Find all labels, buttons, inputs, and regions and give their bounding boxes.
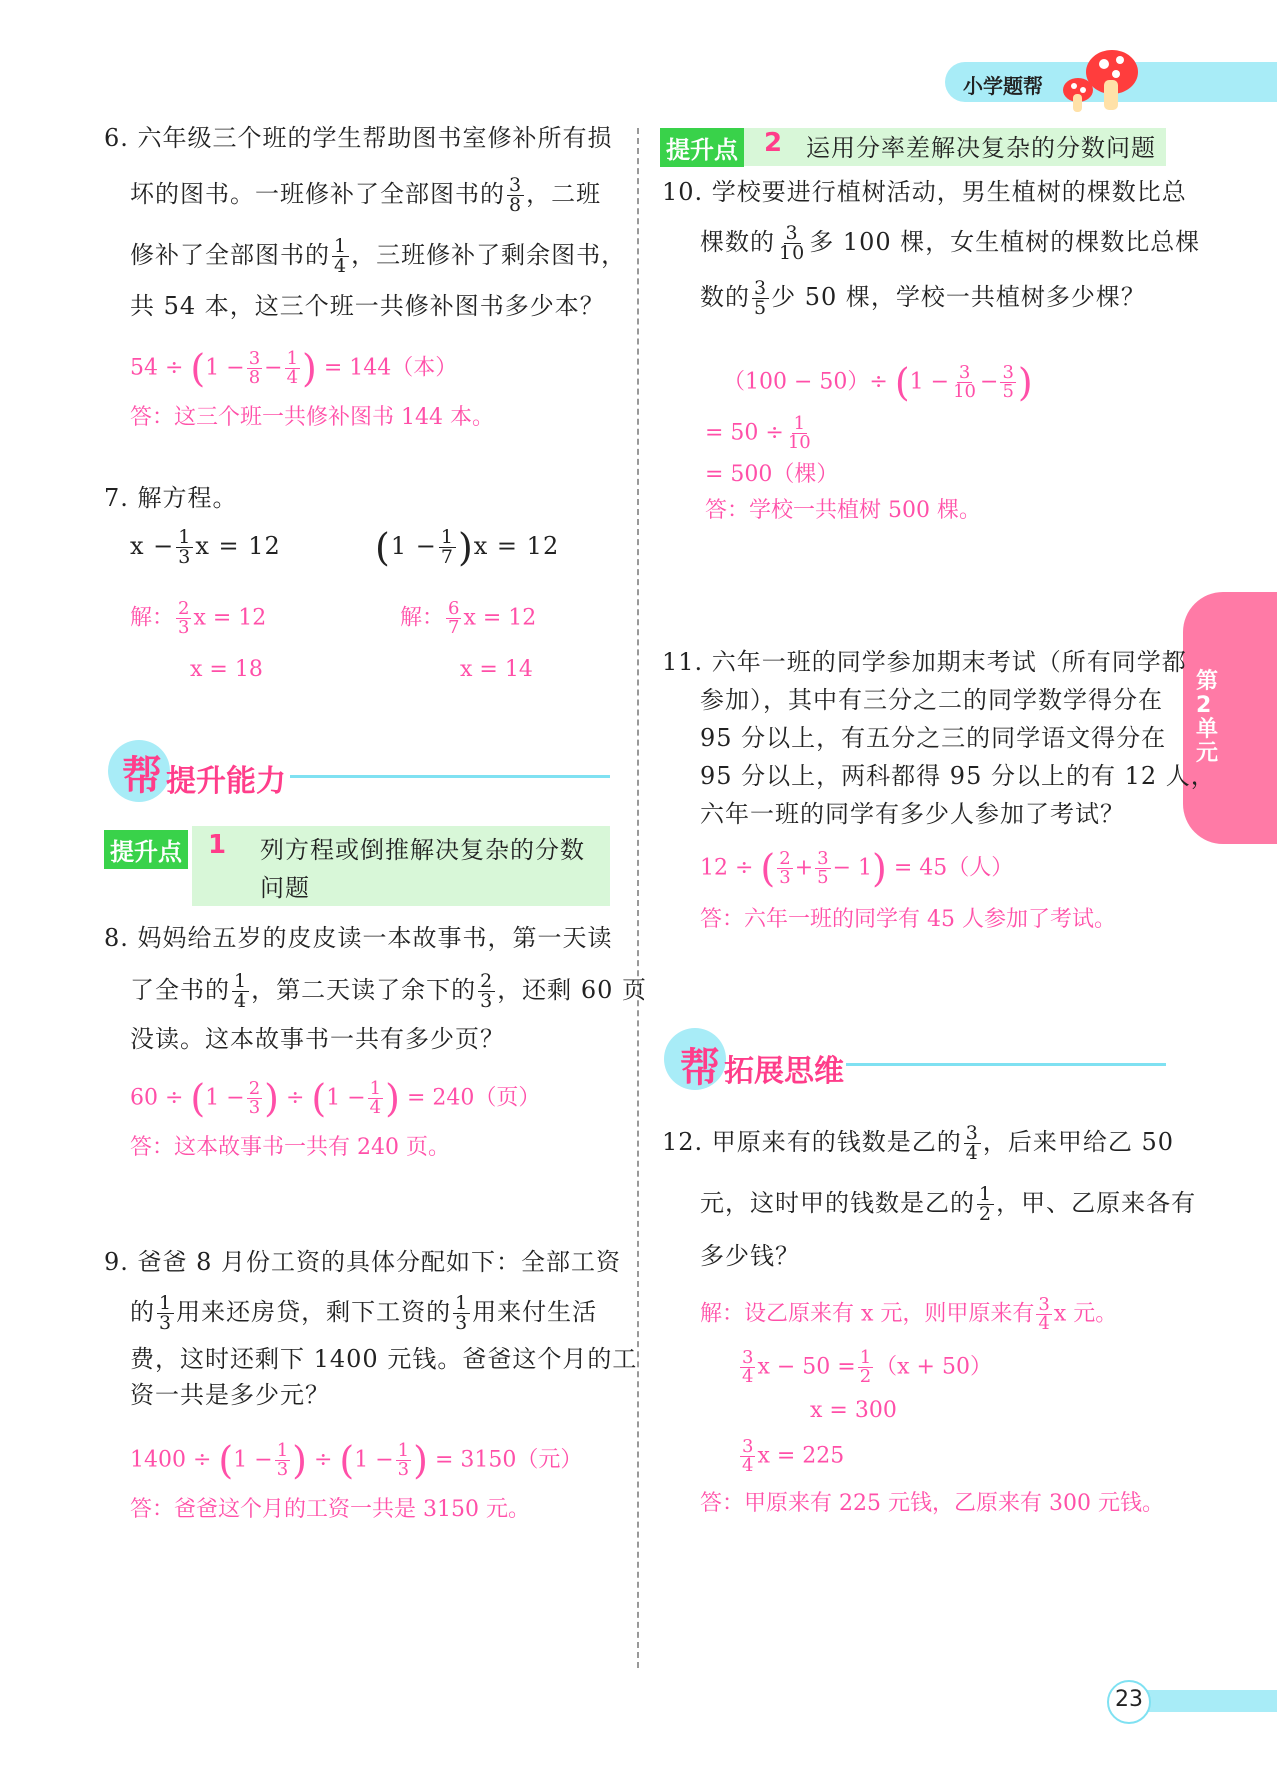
tag2-label: 提升点 — [660, 128, 744, 167]
q6-answer: 54 ÷ (1 − $\frac{3}{8}$ − $\frac{1}{4}$ ) = 144（本） 答：这三个班一共修补图书 144 本。 — [130, 346, 494, 430]
unit-side-tab-label: 第2单元 — [1196, 669, 1219, 766]
q11-answer: 12 ÷ ( $\frac{2}{3}$ + $\frac{3}{5}$ − 1) = 45（人） 答：六年一班的同学有 45 人参加了考试。 — [700, 846, 1116, 932]
q11-question: 11. 六年一班的同学参加期末考试（所有同学都 参加），其中有三分之二的同学数学得分在 95 分以上，有五分之三的同学语文得分在 95 分以上，两科都得 95 分以上的有 12 人， 六年一班的同学有多少人参加了考试？ — [662, 648, 1216, 828]
mushroom-icon — [1060, 44, 1140, 116]
section-bang-2: 帮 — [680, 1045, 720, 1091]
section-title-2: 拓展思维 — [724, 1054, 844, 1089]
section-bang-1: 帮 — [122, 753, 162, 799]
q7-equation-2: (1 − $\frac{1}{7}$ )x = 12 — [375, 525, 560, 570]
q7-solution-1: 解： $\frac{2}{3}$ x = 12 x = 18 — [130, 598, 267, 682]
q9-answer: 1400 ÷ (1 − $\frac{1}{3}$ ) ÷ (1 − $\frac{1}{3}$ ) = 3150（元） 答：爸爸这个月的工资一共是 3150 元。 — [130, 1438, 583, 1522]
column-divider — [637, 128, 639, 1668]
q6-question: 6. 六年级三个班的学生帮助图书室修补所有损 坏的图书。一班修补了全部图书的 $\frac{3}{8}$ ，二班 修补了全部图书的 $\frac{1}{4}$ ，三班修补了剩余图书， 共 54 本，这三个班一共修补图书多少本？ — [104, 124, 627, 320]
brand-label: 小学题帮 — [963, 74, 1043, 98]
q10-answer: （100 − 50）÷ (1 − $\frac{3}{10}$ − $\frac{3}{5}$ ) = 50 ÷ $\frac{1}{10}$ = 500（棵） 答：学校一共植树 500 棵。 — [705, 360, 1033, 523]
q7-solution-2: 解： $\frac{6}{7}$ x = 12 x = 14 — [400, 598, 537, 682]
tag1-number: 1 — [208, 830, 227, 860]
q7-equation-1: x − $\frac{1}{3}$ x = 12 — [130, 526, 281, 568]
q10-question: 10. 学校要进行植树活动，男生植树的棵数比总 棵数的 $\frac{3}{10}$ 多 100 棵，女生植树的棵数比总棵 数的 $\frac{3}{5}$ 少 50 棵，学校一共植树多少棵？ — [662, 178, 1201, 319]
q12-question: 12. 甲原来有的钱数是乙的 $\frac{3}{4}$ ，后来甲给乙 50 元，这时甲的钱数是乙的 $\frac{1}{2}$ ，甲、乙原来各有 多少钱？ — [662, 1122, 1197, 1270]
tag1-label: 提升点 — [104, 830, 188, 869]
section-line-2 — [846, 1063, 1166, 1066]
tag1-text: 列方程或倒推解决复杂的分数 问题 — [260, 836, 585, 902]
q7-title: 7. 解方程。 — [104, 484, 238, 512]
q8-answer: 60 ÷ (1 − $\frac{2}{3}$ ) ÷ (1 − $\frac{1}{4}$ ) = 240（页） 答：这本故事书一共有 240 页。 — [130, 1076, 541, 1160]
q12-answer: 解：设乙原来有 x 元，则甲原来有 $\frac{3}{4}$ x 元。 $\frac{3}{4}$ x − 50 = $\frac{1}{2}$ （x + 50） x = 300 $\frac{3}{4}$ x = 225 答：甲原来有 225 元钱，乙原来有 300 元钱。 — [700, 1294, 1164, 1516]
section-title-1: 提升能力 — [166, 764, 286, 799]
page-number: 23 — [1115, 1687, 1143, 1712]
tag2-text: 运用分率差解决复杂的分数问题 — [806, 134, 1156, 162]
q8-question: 8. 妈妈给五岁的皮皮读一本故事书，第一天读 了全书的 $\frac{1}{4}$ ，第二天读了余下的 $\frac{2}{3}$ ，还剩 60 页 没读。这本故事书一共有多少页？ — [104, 924, 647, 1053]
tag2-number: 2 — [764, 128, 783, 158]
q9-question: 9. 爸爸 8 月份工资的具体分配如下：全部工资 的 $\frac{1}{3}$ 用来还房贷，剩下工资的 $\frac{1}{3}$ 用来付生活 费，这时还剩下 1400 元钱。爸爸这个月的工 资一共是多少元？ — [104, 1248, 638, 1409]
section-line-1 — [290, 775, 610, 778]
